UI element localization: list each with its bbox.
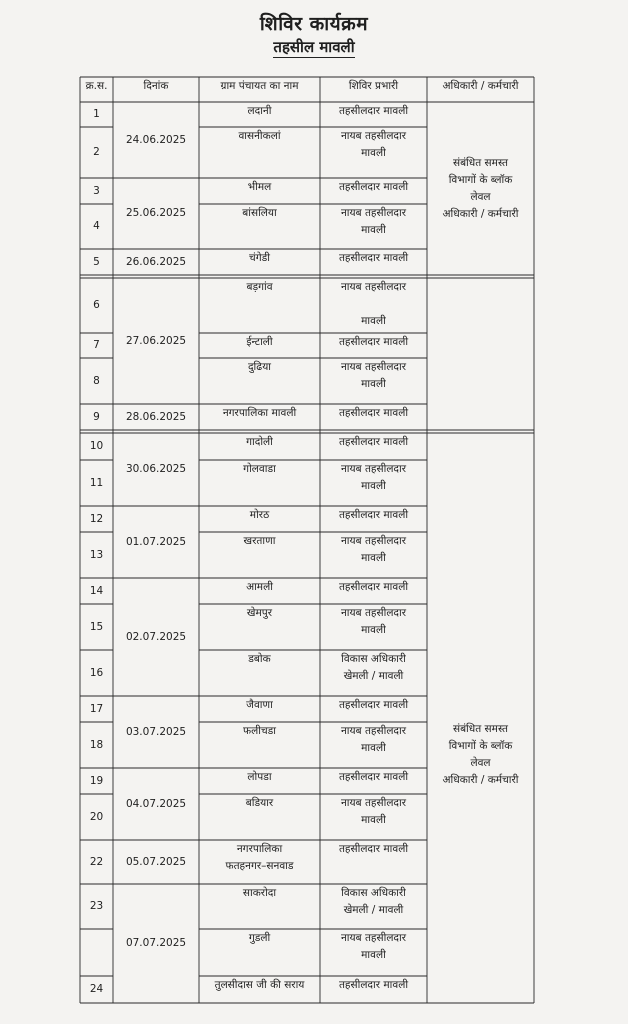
row-incharge-line: मावली [361,315,386,327]
row-incharge-line: तहसीलदार मावली [338,105,409,117]
row-date [113,278,199,404]
row-incharge [320,178,427,204]
row-incharge [320,768,427,794]
officer-group-text [427,506,534,1003]
row-sno [80,404,113,430]
row-sno [80,929,113,976]
row-sno [80,768,113,794]
row-village [199,358,320,404]
row-sno-line: 9 [93,410,100,423]
row-incharge-line: तहसीलदार मावली [338,252,409,264]
page-title: शिविर कार्यक्रम [259,13,369,35]
officer-group-text-line: अधिकारी / कर्मचारी [442,773,519,786]
header-officers [427,77,534,102]
row-sno-line: 15 [89,620,104,633]
row-sno [80,178,113,204]
row-incharge-line: नायब तहसीलदार [340,607,407,619]
row-incharge [320,278,427,333]
row-village-line: नगरपालिका मावली [222,407,297,419]
row-village [199,840,320,884]
row-sno-line: 12 [89,512,104,525]
row-sno-line: 5 [93,255,100,268]
row-sno-line: 20 [89,810,104,823]
row-date [113,884,199,1003]
row-village-line: तुलसीदास जी की सराय [214,979,305,991]
row-date-line: 25.06.2025 [125,207,187,219]
row-village [199,722,320,768]
officer-group-text-line: संबंधित समस्त [452,156,509,169]
row-incharge [320,506,427,532]
row-village [199,929,320,976]
row-sno-line [95,944,98,961]
row-incharge [320,460,427,506]
row-incharge [320,722,427,768]
row-date [113,404,199,430]
row-date [113,840,199,884]
row-date-line: 02.07.2025 [125,630,187,643]
row-incharge-line: नायब तहसीलदार [340,725,407,737]
row-sno-line: 19 [89,774,104,787]
header-sno [80,77,113,102]
row-village-line: गुडली [248,932,271,944]
row-incharge-line: तहसीलदार मावली [338,181,409,193]
header-village-line: ग्राम पंचायत का नाम [220,80,299,92]
row-incharge-line: नायब तहसीलदार [340,207,407,219]
header-date-line: दिनांक [143,80,169,92]
row-incharge [320,976,427,1003]
row-incharge [320,204,427,249]
officer-group-text-line: विभागों के ब्लॉक [448,173,513,186]
row-incharge-line: नायब तहसीलदार [340,535,407,547]
row-date-line: 30.06.2025 [125,463,187,475]
row-village [199,506,320,532]
row-date-line: 28.06.2025 [125,410,187,423]
row-incharge-line: मावली [361,480,386,492]
row-incharge [320,578,427,604]
row-incharge-line: तहसीलदार मावली [338,843,409,855]
row-sno [80,102,113,127]
row-sno-line: 13 [89,548,104,561]
row-incharge-line: तहसीलदार मावली [338,509,409,521]
row-incharge-line: तहसीलदार मावली [338,407,409,419]
row-incharge-line: मावली [361,814,386,826]
row-sno [80,976,113,1003]
row-sno-line: 11 [89,476,104,489]
row-sno [80,722,113,768]
row-village [199,460,320,506]
row-sno [80,358,113,404]
row-sno-line: 14 [89,584,104,597]
row-sno [80,794,113,840]
row-village-line: खेमपुर [246,607,273,619]
row-incharge-line: मावली [361,949,386,961]
row-sno [80,696,113,722]
row-date-line: 26.06.2025 [125,255,187,268]
header-incharge [320,77,427,102]
row-village [199,204,320,249]
row-incharge-line: नायब तहसीलदार [340,932,407,944]
row-incharge [320,696,427,722]
officer-group-text-line: लेवल [470,190,491,203]
row-date-line: 05.07.2025 [125,855,187,868]
row-incharge-line: तहसीलदार मावली [338,699,409,711]
row-village-line: लोपडा [247,771,272,783]
row-village-line: आमली [246,581,273,593]
row-village-line: भीमल [247,181,272,193]
header-date [113,77,199,102]
row-incharge [320,929,427,976]
row-village-line: गादोली [246,436,273,448]
row-village-line: बडियार [245,797,274,809]
row-village [199,604,320,650]
row-village [199,884,320,929]
row-village [199,794,320,840]
row-sno [80,532,113,578]
officer-group-text-line: लेवल [470,756,491,769]
row-incharge-line: मावली [361,378,386,390]
row-sno-line: 10 [89,440,104,452]
row-village-line: बांसलिया [242,207,277,219]
row-date-line: 04.07.2025 [125,797,187,810]
row-incharge-line: मावली [361,552,386,564]
row-incharge-line: तहसीलदार मावली [338,771,409,783]
header-sno-line: क्र.स. [85,80,108,92]
row-sno-line: 8 [93,374,100,387]
row-incharge [320,840,427,884]
row-village-line: गोलवाडा [243,463,276,475]
row-incharge-line [372,296,375,313]
row-incharge [320,333,427,358]
row-sno [80,249,113,275]
row-incharge-line: तहसीलदार मावली [338,581,409,593]
row-date [113,696,199,768]
row-date-line: 01.07.2025 [125,535,187,548]
officer-group-text-line: विभागों के ब्लॉक [448,739,513,752]
row-sno [80,460,113,506]
row-incharge [320,604,427,650]
row-incharge-line: नायब तहसीलदार [340,797,407,809]
row-incharge-line: तहसीलदार मावली [338,436,409,448]
row-date [113,578,199,696]
row-date-line: 24.06.2025 [125,133,187,146]
row-village-line: चंगेडी [249,252,270,264]
row-incharge [320,884,427,929]
row-sno [80,204,113,249]
row-sno-line: 24 [89,983,104,995]
row-sno-line: 22 [89,855,104,868]
row-village-line: साकरोदा [242,887,277,899]
row-sno [80,578,113,604]
row-date [113,433,199,506]
row-sno [80,278,113,333]
row-sno-line: 23 [89,900,104,912]
row-date-line: 03.07.2025 [125,725,187,738]
header-village [199,77,320,102]
row-sno [80,840,113,884]
row-village [199,650,320,696]
row-village [199,178,320,204]
row-sno-line: 1 [93,108,100,120]
row-village-line: डबोक [248,653,271,665]
row-village-line: दुढिया [247,361,272,373]
row-incharge [320,433,427,460]
row-incharge [320,358,427,404]
row-sno-line: 3 [93,184,100,197]
row-sno-line: 6 [93,299,100,311]
row-village-line: लदानी [247,105,272,117]
row-sno [80,650,113,696]
row-village [199,696,320,722]
row-incharge-line: विकास अधिकारी [341,887,406,899]
row-village-line: ईन्टाली [246,336,273,348]
row-village [199,578,320,604]
row-village [199,768,320,794]
row-date [113,178,199,249]
row-sno-line: 4 [93,220,100,232]
row-incharge [320,102,427,127]
row-village-line: मोरठ [249,509,270,521]
row-sno-line: 7 [93,339,100,351]
row-sno [80,604,113,650]
row-incharge-line: विकास अधिकारी [341,653,406,665]
row-incharge [320,127,427,178]
row-village-line: खरताणा [243,535,276,547]
row-sno-line: 2 [93,146,100,158]
row-village [199,976,320,1003]
row-incharge [320,249,427,275]
row-village-line: नगरपालिका [236,843,283,855]
row-date-line: 07.07.2025 [125,937,187,949]
row-incharge-line: नायब तहसीलदार [340,281,407,293]
row-incharge-line: खेमली / मावली [343,670,404,682]
row-date [113,506,199,578]
row-sno [80,333,113,358]
row-sno [80,433,113,460]
row-incharge [320,650,427,696]
row-incharge [320,404,427,430]
row-village [199,532,320,578]
officer-group-text [427,102,534,275]
row-incharge-line: नायब तहसीलदार [340,361,407,373]
row-village [199,102,320,127]
row-village-line: बड़गांव [246,281,273,293]
row-date [113,249,199,275]
row-village-line: फतहनगर–सनवाड [225,860,294,872]
row-village [199,127,320,178]
row-sno [80,506,113,532]
row-sno-line: 18 [89,738,104,751]
row-incharge-line: मावली [361,624,386,636]
row-incharge-line: तहसीलदार मावली [338,336,409,348]
row-village [199,433,320,460]
row-date [113,768,199,840]
row-incharge-line: तहसीलदार मावली [338,979,409,991]
row-village-line: फलीचडा [243,725,276,737]
header-incharge-line: शिविर प्रभारी [348,80,399,92]
row-village [199,278,320,333]
row-sno [80,884,113,929]
row-date [113,102,199,178]
row-sno-line: 16 [89,666,104,679]
officer-group-text-line: संबंधित समस्त [452,722,509,735]
row-date-line: 27.06.2025 [125,334,187,347]
row-incharge [320,794,427,840]
row-village-line: जैवाणा [246,699,273,711]
row-incharge [320,532,427,578]
row-incharge-line: मावली [361,147,386,159]
row-incharge-line: नायब तहसीलदार [340,463,407,475]
row-village [199,333,320,358]
row-incharge-line: नायब तहसीलदार [340,130,407,142]
row-incharge-line: मावली [361,742,386,754]
officer-group-text-line: अधिकारी / कर्मचारी [442,207,519,220]
row-village [199,249,320,275]
row-village-line: वासनीकलां [238,130,281,142]
row-incharge-line: मावली [361,224,386,236]
row-incharge-line: खेमली / मावली [343,904,404,916]
row-sno-line: 17 [89,702,104,715]
header-officers-line: अधिकारी / कर्मचारी [442,80,519,92]
row-sno [80,127,113,178]
row-village [199,404,320,430]
subtitle-text: तहसील मावली [273,38,355,56]
